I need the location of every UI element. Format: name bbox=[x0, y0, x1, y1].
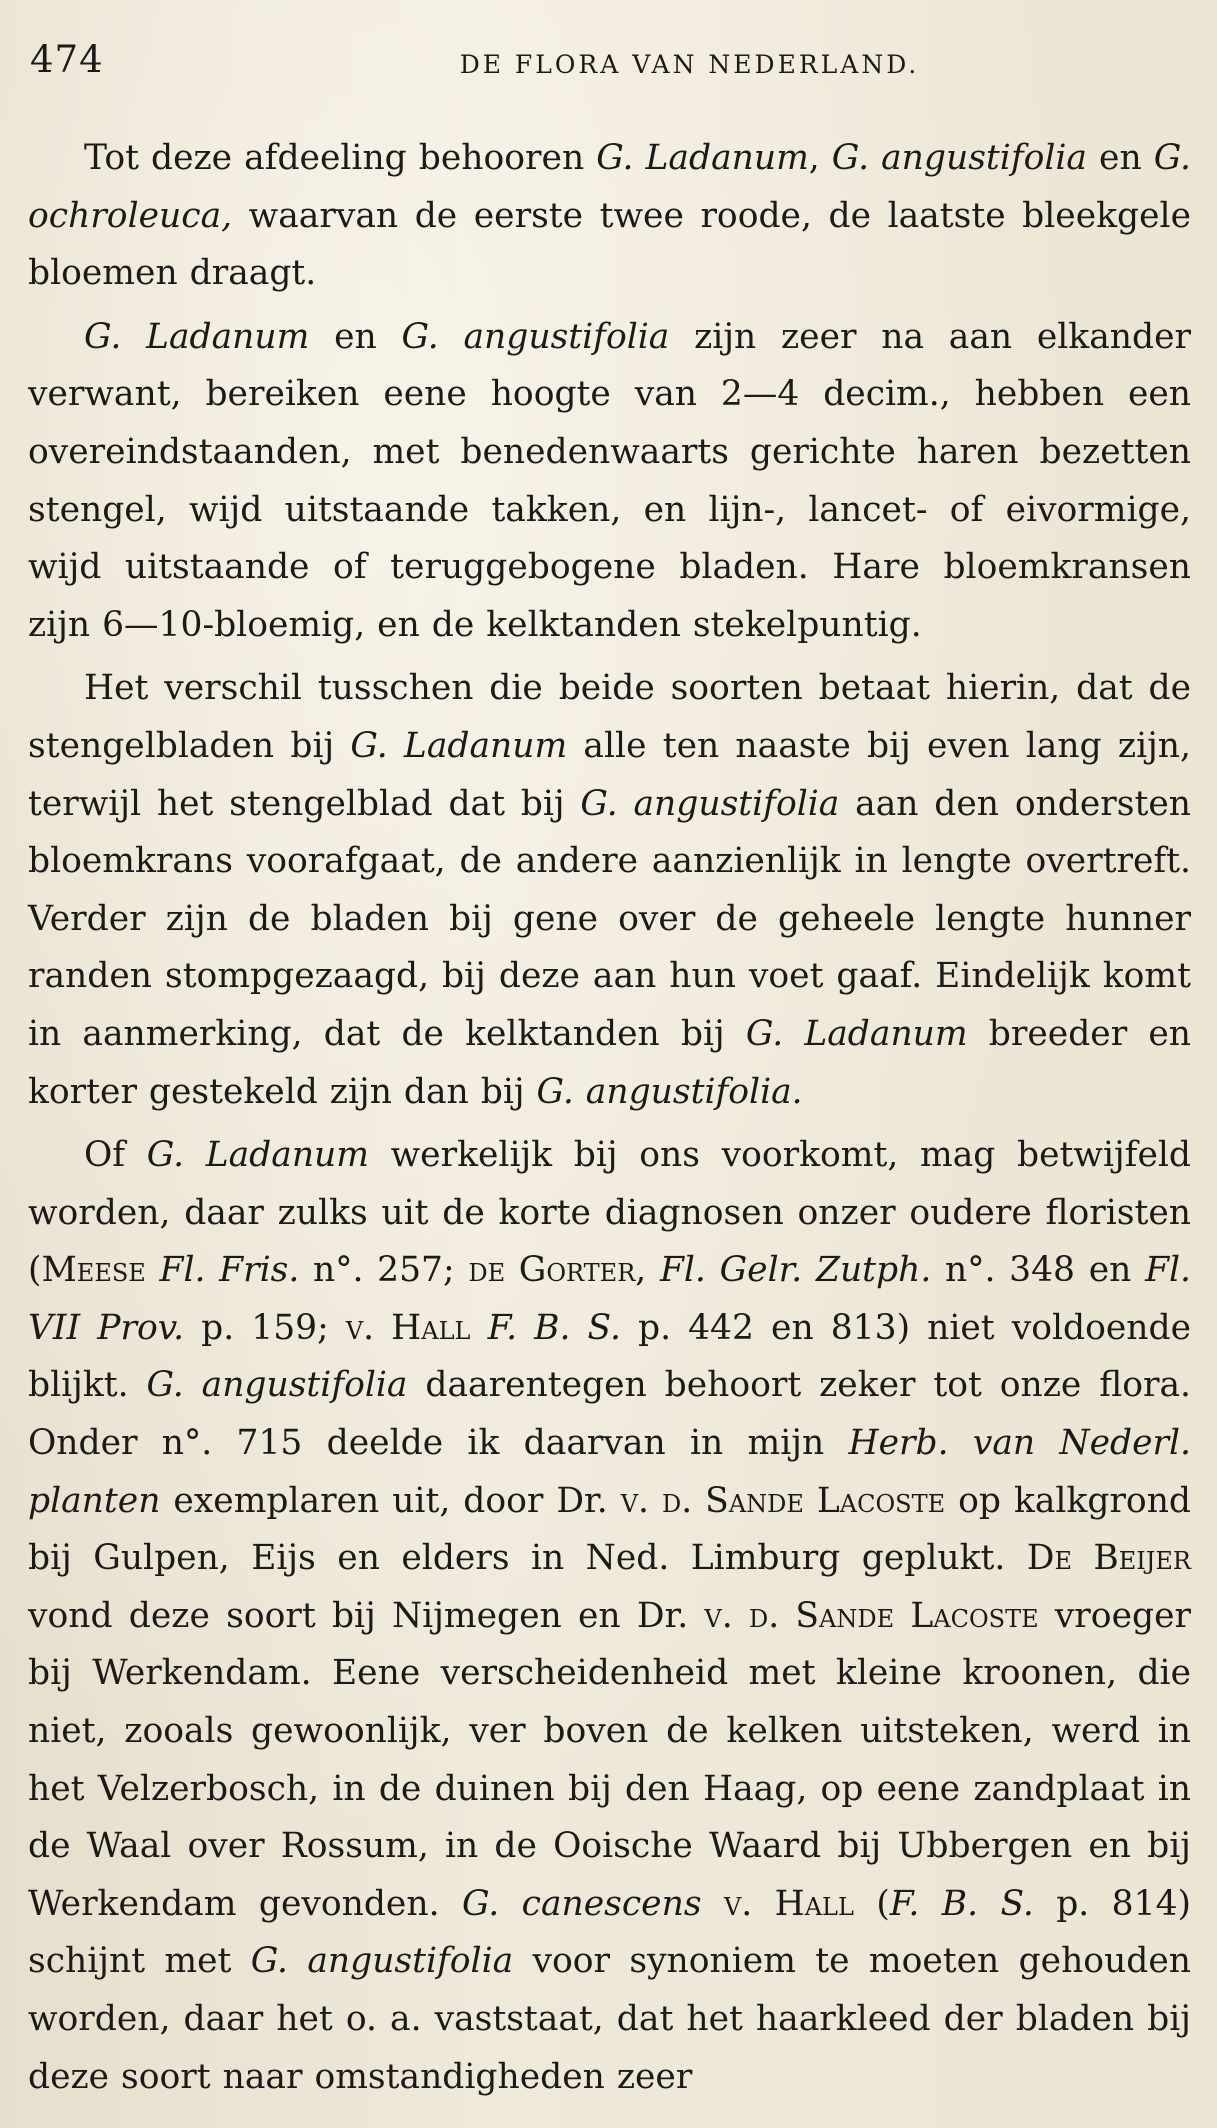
italic-text: G. canescens bbox=[461, 1883, 702, 1924]
text-run: werkelijk bij ons voorkomt, mag betwijfeld worden, daar zulks uit de korte diagnosen onzer oudere floristen ( bbox=[28, 1135, 1191, 1291]
text-run: Tot deze afdeeling behooren bbox=[84, 138, 597, 178]
italic-text: G. angustifolia bbox=[146, 1365, 408, 1406]
text-run: p. 442 en 813) niet voldoende blijkt. bbox=[28, 1307, 1191, 1406]
text-run bbox=[702, 1884, 724, 1924]
text-run: en bbox=[309, 316, 402, 357]
text-run: waarvan de eerste twee roode, de laatste bleekgele bloemen draagt. bbox=[28, 195, 1191, 294]
italic-text: F. B. S. bbox=[487, 1307, 621, 1348]
italic-text: G. Ladanum bbox=[596, 138, 809, 178]
text-run: exemplaren uit, door Dr. bbox=[160, 1480, 621, 1521]
paragraph bbox=[28, 1127, 1191, 2106]
italic-text: Herb. van Nederl. planten bbox=[28, 1423, 1192, 1521]
italic-text: G. angustifolia bbox=[580, 783, 840, 824]
text-run bbox=[146, 1250, 160, 1290]
text-run: op kalkgrond bij Gulpen, Eijs en elders in Ned. Limburg geplukt. bbox=[28, 1480, 1192, 1579]
text-run: voor synoniem te moeten gehouden worden, daar het o. a. vaststaat, dat het haarkleed der bladen bij deze soort naar omstandigheden zeer bbox=[28, 1941, 1192, 2097]
small-caps-name: de Gorter bbox=[468, 1250, 636, 1291]
text-run: vroeger bij Werkendam. Eene verscheidenheid met kleine kroonen, die niet, zooals gewoonlijk, ver boven de kelken uitsteken, werd in het Velzerbosch, in de duinen bij den Haag, op eene zandplaat in de Waal over Rossum, in de Ooische Waard bij Ubbergen en bij Werkendam gevonden. bbox=[28, 1595, 1191, 1924]
small-caps-name: De Beijer bbox=[1026, 1538, 1191, 1579]
small-caps-name: v. d. Sande Lacoste bbox=[704, 1595, 1039, 1636]
italic-text: F. B. S. bbox=[889, 1883, 1034, 1924]
small-caps-name: v. d. Sande Lacoste bbox=[620, 1480, 946, 1521]
text-run: Het verschil tusschen die beide soorten betaat hierin, dat de stengelbladen bij bbox=[28, 668, 1191, 766]
text-run: daarentegen behoort zeker tot onze flora. Onder n°. 715 deelde ik daarvan in mijn bbox=[28, 1365, 1191, 1464]
text-run: n°. 348 en bbox=[931, 1250, 1146, 1291]
italic-text: Fl. VII Prov. bbox=[28, 1250, 1192, 1348]
text-run: breeder en korter gestekeld zijn dan bij bbox=[28, 1013, 1191, 1112]
italic-text: G. Ladanum bbox=[745, 1013, 968, 1054]
italic-text: G. angustifolia. bbox=[536, 1071, 803, 1112]
text-run bbox=[470, 1308, 487, 1348]
page-header bbox=[28, 38, 1191, 90]
italic-text: G. ochroleuca, bbox=[28, 138, 1191, 236]
italic-text: G. angustifolia bbox=[831, 138, 1087, 178]
text-run: alle ten naaste bij even lang zijn, terwijl het stengelblad dat bij bbox=[28, 725, 1191, 824]
paragraph bbox=[28, 309, 1191, 655]
text-run: , bbox=[635, 1250, 660, 1291]
italic-text: G. Ladanum bbox=[84, 316, 310, 357]
text-run: vond deze soort bij Nijmegen en Dr. bbox=[28, 1595, 705, 1636]
page-number: 474 bbox=[30, 38, 104, 81]
paragraph bbox=[28, 660, 1191, 1121]
italic-text: Fl. Fris. bbox=[159, 1250, 300, 1291]
text-run: zijn zeer na aan elkander verwant, bereiken eene hoogte van 2—4 decim., hebben een overeindstaanden, met benedenwaarts gerichte haren bezetten stengel, wijd uitstaande takken, en lijn-, lancet- of eivormige, wijd uitstaande of teruggebogene bladen. Hare bloemkransen zijn 6—10-bloemig, en de kelktanden stekelpuntig. bbox=[28, 316, 1191, 645]
text-run: p. 159; bbox=[184, 1307, 346, 1348]
text-run: aan den ondersten bloemkrans voorafgaat, de andere aanzienlijk in lengte overtreft. Verder zijn de bladen bij gene over de geheele lengte hunner randen stompgezaagd, bij deze aan hun voet gaaf. Eindelijk komt in aanmerking, dat de kelktanden bij bbox=[28, 783, 1192, 1054]
text-run: n°. 257; bbox=[299, 1250, 469, 1291]
running-head: DE FLORA VAN NEDERLAND. bbox=[459, 50, 920, 79]
italic-text: G. Ladanum bbox=[350, 725, 568, 766]
small-caps-name: v. Hall bbox=[723, 1883, 854, 1924]
body-text bbox=[28, 130, 1191, 2106]
italic-text: G. Ladanum bbox=[146, 1135, 369, 1176]
italic-text: Fl. Gelr. Zutph. bbox=[659, 1250, 932, 1291]
text-run: p. 814) schijnt met bbox=[28, 1883, 1191, 1982]
text-run: , bbox=[808, 138, 832, 178]
small-caps-name: Meese bbox=[41, 1250, 146, 1291]
small-caps-name: v. Hall bbox=[345, 1307, 471, 1348]
italic-text: G. angustifolia bbox=[250, 1941, 514, 1982]
italic-text: G. angustifolia bbox=[401, 316, 670, 357]
paragraph bbox=[28, 130, 1191, 303]
text-run: ( bbox=[853, 1883, 890, 1924]
text-run: Of bbox=[84, 1135, 147, 1176]
text-run: en bbox=[1087, 138, 1154, 178]
